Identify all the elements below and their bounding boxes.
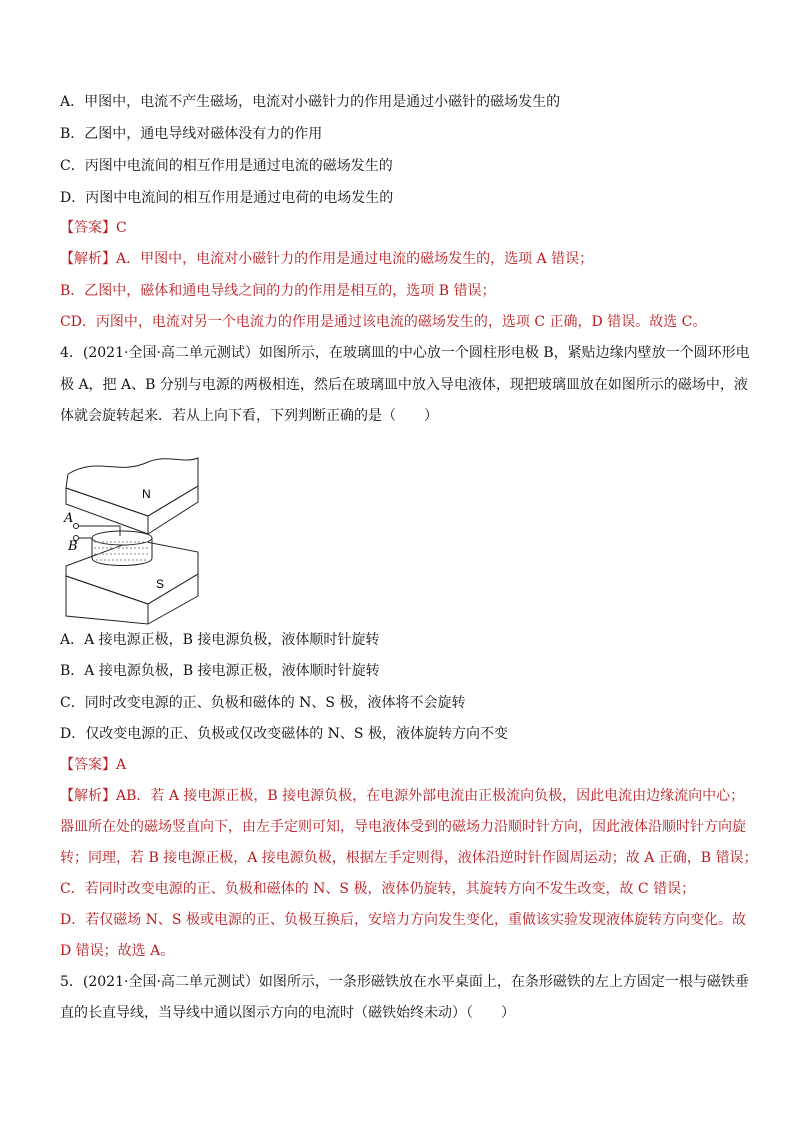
figure-label-a: A	[64, 511, 74, 526]
q4-analysis-line-1: 【解析】AB．若 A 接电源正极，B 接电源负极，在电源外部电流由正极流向负极，因此电流由边缘流向中心；	[60, 788, 745, 804]
magnet-dish-figure	[58, 446, 208, 626]
q4-stem-line-1: 4．(2021·全国·高二单元测试）如图所示，在玻璃皿的中心放一个圆柱形电极 B，紧贴边缘内壁放一个圆环形电	[60, 345, 750, 361]
q4-option-d: D．仅改变电源的正、负极或仅改变磁体的 N、S 极，液体旋转方向不变	[60, 726, 508, 742]
prev-option-b: B．乙图中，通电导线对磁体没有力的作用	[60, 126, 323, 142]
q4-option-a: A．A 接电源正极，B 接电源负极，液体顺时针旋转	[60, 632, 380, 648]
q4-option-b: B．A 接电源负极，B 接电源正极，液体顺时针旋转	[60, 663, 380, 679]
prev-answer: 【答案】C	[60, 220, 127, 236]
prev-option-d: D．丙图中电流间的相互作用是通过电荷的电场发生的	[60, 190, 394, 206]
q4-analysis-line-3: 转；同理，若 B 接电源正极，A 接电源负极，根据左手定则得，液体沿逆时针作圆周运动；故 A 正确，B 错误；	[60, 850, 758, 866]
prev-analysis-line-1: 【解析】A．甲图中，电流对小磁针力的作用是通过电流的磁场发生的，选项 A 错误；	[60, 251, 594, 267]
q5-stem-line-2: 直的长直导线，当导线中通以图示方向的电流时（磁铁始终未动）（ ）	[60, 1005, 515, 1021]
figure-label-n: N	[142, 487, 151, 501]
q4-analysis-line-4: C．若同时改变电源的正、负极和磁体的 N、S 极，液体仍旋转，其旋转方向不发生改变，故 C 错误；	[60, 881, 696, 897]
prev-analysis-line-2: B．乙图中，磁体和通电导线之间的力的作用是相互的，选项 B 错误；	[60, 283, 496, 299]
q4-stem-line-3: 体就会旋转起来．若从上向下看，下列判断正确的是（ ）	[60, 408, 438, 424]
figure-label-s: S	[156, 577, 165, 591]
q4-stem-line-2: 极 A，把 A、B 分别与电源的两极相连，然后在玻璃皿中放入导电液体，现把玻璃皿放在如图所示的磁场中，液	[60, 377, 748, 393]
q4-analysis-line-2: 器皿所在处的磁场竖直向下，由左手定则可知，导电液体受到的磁场力沿顺时针方向，因此液体沿顺时针方向旋	[60, 819, 746, 835]
q4-answer: 【答案】A	[60, 757, 127, 773]
figure-label-b: B	[68, 539, 78, 554]
q4-analysis-line-5: D．若仅磁场 N、S 极或电源的正、负极互换后，安培力方向发生变化，重做该实验发现液体旋转方向变化。故	[60, 912, 746, 928]
prev-option-c: C．丙图中电流间的相互作用是通过电流的磁场发生的	[60, 158, 393, 174]
prev-option-a: A．甲图中，电流不产生磁场，电流对小磁针力的作用是通过小磁针的磁场发生的	[60, 94, 561, 110]
prev-analysis-line-3: CD．丙图中，电流对另一个电流力的作用是通过该电流的磁场发生的，选项 C 正确，D 错误。故选 C。	[60, 314, 707, 330]
q4-analysis-line-6: D 错误；故选 A。	[60, 943, 175, 959]
q4-option-c: C．同时改变电源的正、负极和磁体的 N、S 极，液体将不会旋转	[60, 695, 466, 711]
q5-stem-line-1: 5．(2021·全国·高二单元测试）如图所示，一条形磁铁放在水平桌面上，在条形磁铁的左上方固定一根与磁铁垂	[60, 974, 749, 990]
